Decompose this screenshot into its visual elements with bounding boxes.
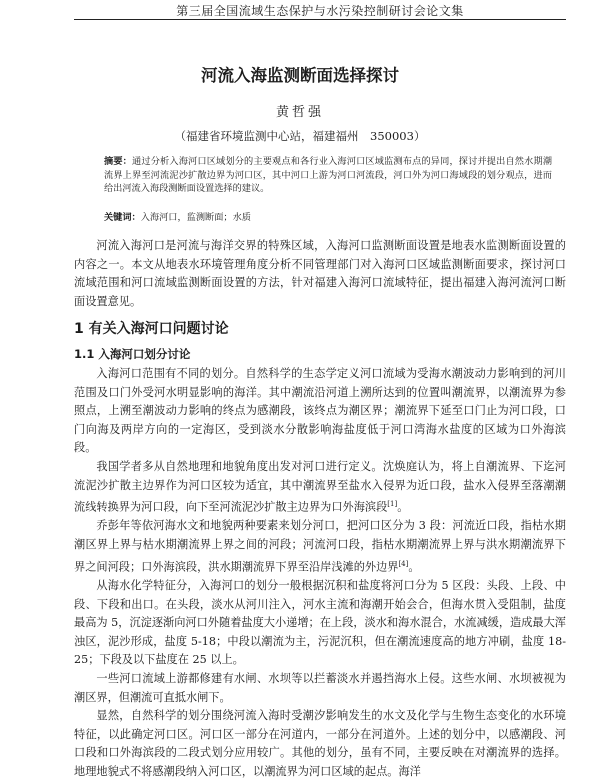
abstract-label: 摘要： [104,156,133,167]
body-paragraph [74,707,566,781]
body-paragraph [74,577,566,670]
body-paragraph [74,670,566,707]
keywords [104,209,552,223]
citation-ref: [1] [387,500,398,509]
introduction [74,237,566,311]
paragraph-text: 我国学者多从自然地理和地貌角度出发对河口进行定义。沈焕庭认为，将上自潮流界、下迄河流泥沙扩散主边界作为河口区较为适宜，其中潮流界至盐水入侵界为近口段，盐水入侵界至落潮潮流线转换界为河口段，向下至河流泥沙扩散主边界为口外海滨段 [74,459,566,514]
body-paragraph [74,365,566,458]
subsection-heading-1-1: 1.1 入海河口划分讨论 [74,347,191,361]
paragraph-tail: 。 [397,500,409,514]
paragraph-text: 乔彭年等依河海水文和地貌两种要素来划分河口，把河口区分为 3 段：河流近口段，指枯水期潮区界上界与枯水期潮流界上界之间的河段；河流河口段，指枯水期潮流界上界与洪水期潮流界下界之间河段；口外海滨段，洪水期潮流界下界至沿岸浅滩的外边界 [74,519,566,574]
section-heading-1: 1 有关入海河口问题讨论 [74,321,229,337]
section-1-1-body [74,365,566,782]
body-paragraph [74,517,566,577]
keywords-text: 入海河口，监测断面；水质 [140,212,251,223]
paragraph-tail: 。 [408,560,420,574]
paragraph-text: 显然，自然科学的划分围绕河流入海时受潮汐影响发生的水文及化学与生物生态变化的水环境特征，以此确定河口区。河口区一部分在河道内，一部分在河道外。上述的划分中，以感潮段、河口段和口外海滨段的二段式划分应用较广。其他的划分，虽有不同，主要反映在对潮流界的选择。地理地貌式不将感潮段纳入河口区，以潮流界为河口区域的起点。海洋 [74,709,566,778]
paragraph-text: 从海水化学特征分，入海河口的划分一般根据沉积和盐度将河口分为 5 区段：头段、上段、中段、下段和出口。在头段，淡水从河川注入，河水主流和海潮开始会合，但海水贯入受阻制，盐度最高为 5，沉淀逐渐向河口外随着盐度大小递增；在上段，淡水和海水混合，水流减缓，造成最大浑浊区，泥沙形成，盐度 5-18；中段以潮流为主，污泥沉积，但在潮流速度高的地方冲刷，盐度 18-25；下段及以下盐度在 25 以上。 [74,579,566,667]
keywords-label: 关键词： [104,212,141,223]
intro-paragraph: 河流入海河口是河流与海洋交界的特殊区域，入海河口监测断面设置是地表水监测断面设置的内容之一。本文从地表水环境管理角度分析不同管理部门对入海河口区域监测断面要求，探讨河口流域范围和河口流域监测断面设置的方法，针对福建入海河口流域特征，提出福建入海河流河口断面设置意见。 [74,239,566,308]
paragraph-text: 入海河口范围有不同的划分。自然科学的生态学定义河口流域为受海水潮波动力影响到的河川范围及口门外受河水明显影响的海洋。其中潮流沿河道上溯所达到的位置叫潮流界，以潮流界为参照点，上溯至潮波动力影响的终点为感潮段，该终点为潮区界；潮流界下延至口门止为河口段，口门向海及两岸方向的一定海区，受到淡水分散影响海盐度低于河口湾海水盐度的区域为口外海滨段。 [74,367,566,455]
author-affiliation: （福建省环境监测中心站，福建福州 350003） [174,129,426,143]
header-rule [74,19,566,20]
body-paragraph [74,458,566,518]
citation-ref: [4] [398,559,409,568]
running-header: 第三届全国流域生态保护与水污染控制研讨会论文集 [176,4,464,18]
abstract [104,155,552,196]
paragraph-text: 一些河口流域上游都修建有水闸、水坝等以拦蓄淡水并遏挡海水上侵。这些水闸、水坝被视为潮区界，但潮流可直抵水闸下。 [74,671,566,704]
author-name: 黄哲强 [275,105,324,120]
abstract-text: 通过分析入海河口区域划分的主要观点和各行业入海河口区域监测布点的异同，探讨并提出自然水期潮流界上界至河流泥沙扩散边界为河口区，其中河口上游为河口河流段，河口外为河口海域段的划分观点，进而给出河流入海段测断面设置选择的建议。 [104,156,553,194]
paper-title: 河流入海监测断面选择探讨 [201,66,399,85]
